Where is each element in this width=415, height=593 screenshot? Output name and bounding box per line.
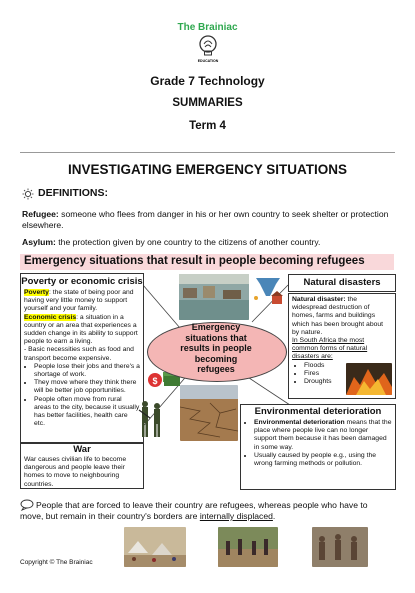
env-bullets — [244, 419, 392, 468]
basic-necessities: - Basic necessities such as food and transport become expensive. — [24, 346, 134, 362]
flood-image — [179, 274, 249, 320]
list-item: • People often move from rural areas to the city, because it usually has better facilities, health care etc. — [34, 396, 140, 429]
env-term-text: means that the place where people live can no longer support them because it has been damaged in some way. — [254, 419, 392, 451]
natural-term: Natural disaster: — [292, 296, 346, 303]
center-bubble-text: Emergency situations that results in people becoming refugees — [180, 322, 252, 374]
summaries-title: SUMMARIES — [172, 97, 243, 109]
term-title: Term 4 — [189, 120, 226, 132]
env-box — [240, 404, 396, 490]
sa-disasters-text: In South Africa the most common forms of natural disasters are: — [292, 337, 368, 361]
poverty-title: Poverty or economic crisis — [21, 276, 143, 287]
conclusion-a: People that are forced to leave their country are refugees, whereas people who have to move, but remain in their country's borders are — [20, 500, 368, 521]
poverty-term: Poverty — [24, 289, 49, 296]
env-term: Environmental deterioration — [254, 419, 345, 426]
asylum-term: Asylum: — [22, 237, 56, 247]
definitions-heading: DEFINITIONS: — [38, 187, 108, 199]
natural-title-box — [288, 274, 396, 292]
list-item: • Floods — [304, 362, 392, 370]
conclusion-b: . — [272, 511, 276, 521]
asylum-text: the protection given by one country to the citizens of another country. — [55, 237, 321, 247]
war-box — [20, 443, 144, 489]
drought-image — [180, 385, 238, 441]
env-body — [241, 418, 395, 469]
war-text: War causes civilian life to become dangerous and people leave their homes to move to neighbouring countries. — [24, 456, 127, 488]
list-item — [254, 419, 392, 452]
list-item: • Usually caused by people e.g., using the wrong farming methods or pollution. — [254, 452, 392, 468]
natural-title: Natural disasters — [303, 277, 381, 288]
soldiers-icon — [136, 398, 166, 440]
crisis-term: Economic crisis — [24, 313, 77, 321]
conclusion-text — [20, 500, 392, 522]
svg-text:EDUCATION: EDUCATION — [197, 59, 219, 63]
refugee-camp-image — [124, 527, 186, 567]
grade-title: Grade 7 Technology — [150, 74, 265, 88]
displaced-people-image — [218, 527, 278, 567]
env-title: Environmental deterioration — [254, 406, 382, 417]
footer-copyright: Copyright © The Brainiac — [20, 559, 93, 566]
banner-heading: Emergency situations that result in people becoming refugees — [24, 255, 365, 267]
list-item: • Fires — [304, 370, 392, 378]
poverty-text: : the state of being poor and having very little money to support yourself and your family. — [24, 289, 134, 313]
tornado-house-icon — [252, 276, 284, 306]
crisis-definition — [24, 314, 140, 347]
refugee-term: Refugee: — [22, 209, 59, 219]
conclusion-underline: internally displaced — [199, 511, 273, 521]
brand-name: The Brainiac — [177, 22, 238, 33]
list-item: • They move where they think there will be better job opportunities. — [34, 379, 140, 395]
poverty-box — [20, 273, 144, 443]
poverty-bullets — [24, 363, 140, 429]
war-title: War — [73, 444, 91, 455]
list-item: • People lose their jobs and there's a shortage of work. — [34, 363, 140, 379]
wildfire-image — [346, 363, 392, 395]
svg-text:$: $ — [152, 376, 158, 386]
list-item: • Droughts — [304, 378, 392, 386]
migrants-image — [312, 527, 368, 567]
natural-definition — [292, 296, 392, 337]
refugee-text: someone who flees from danger in his or her own country to seek shelter or protection elsewhere. — [22, 209, 389, 230]
crisis-text: : a situation in a country or an area that experiences a sudden change in its ability to support people to earn a living. — [24, 313, 138, 346]
poverty-definition — [24, 289, 140, 314]
section-title: INVESTIGATING EMERGENCY SITUATIONS — [67, 162, 348, 177]
natural-text: the widespread destruction of homes, farms and buildings which has been brought about by nature. — [292, 296, 384, 336]
poverty-body — [21, 287, 143, 428]
